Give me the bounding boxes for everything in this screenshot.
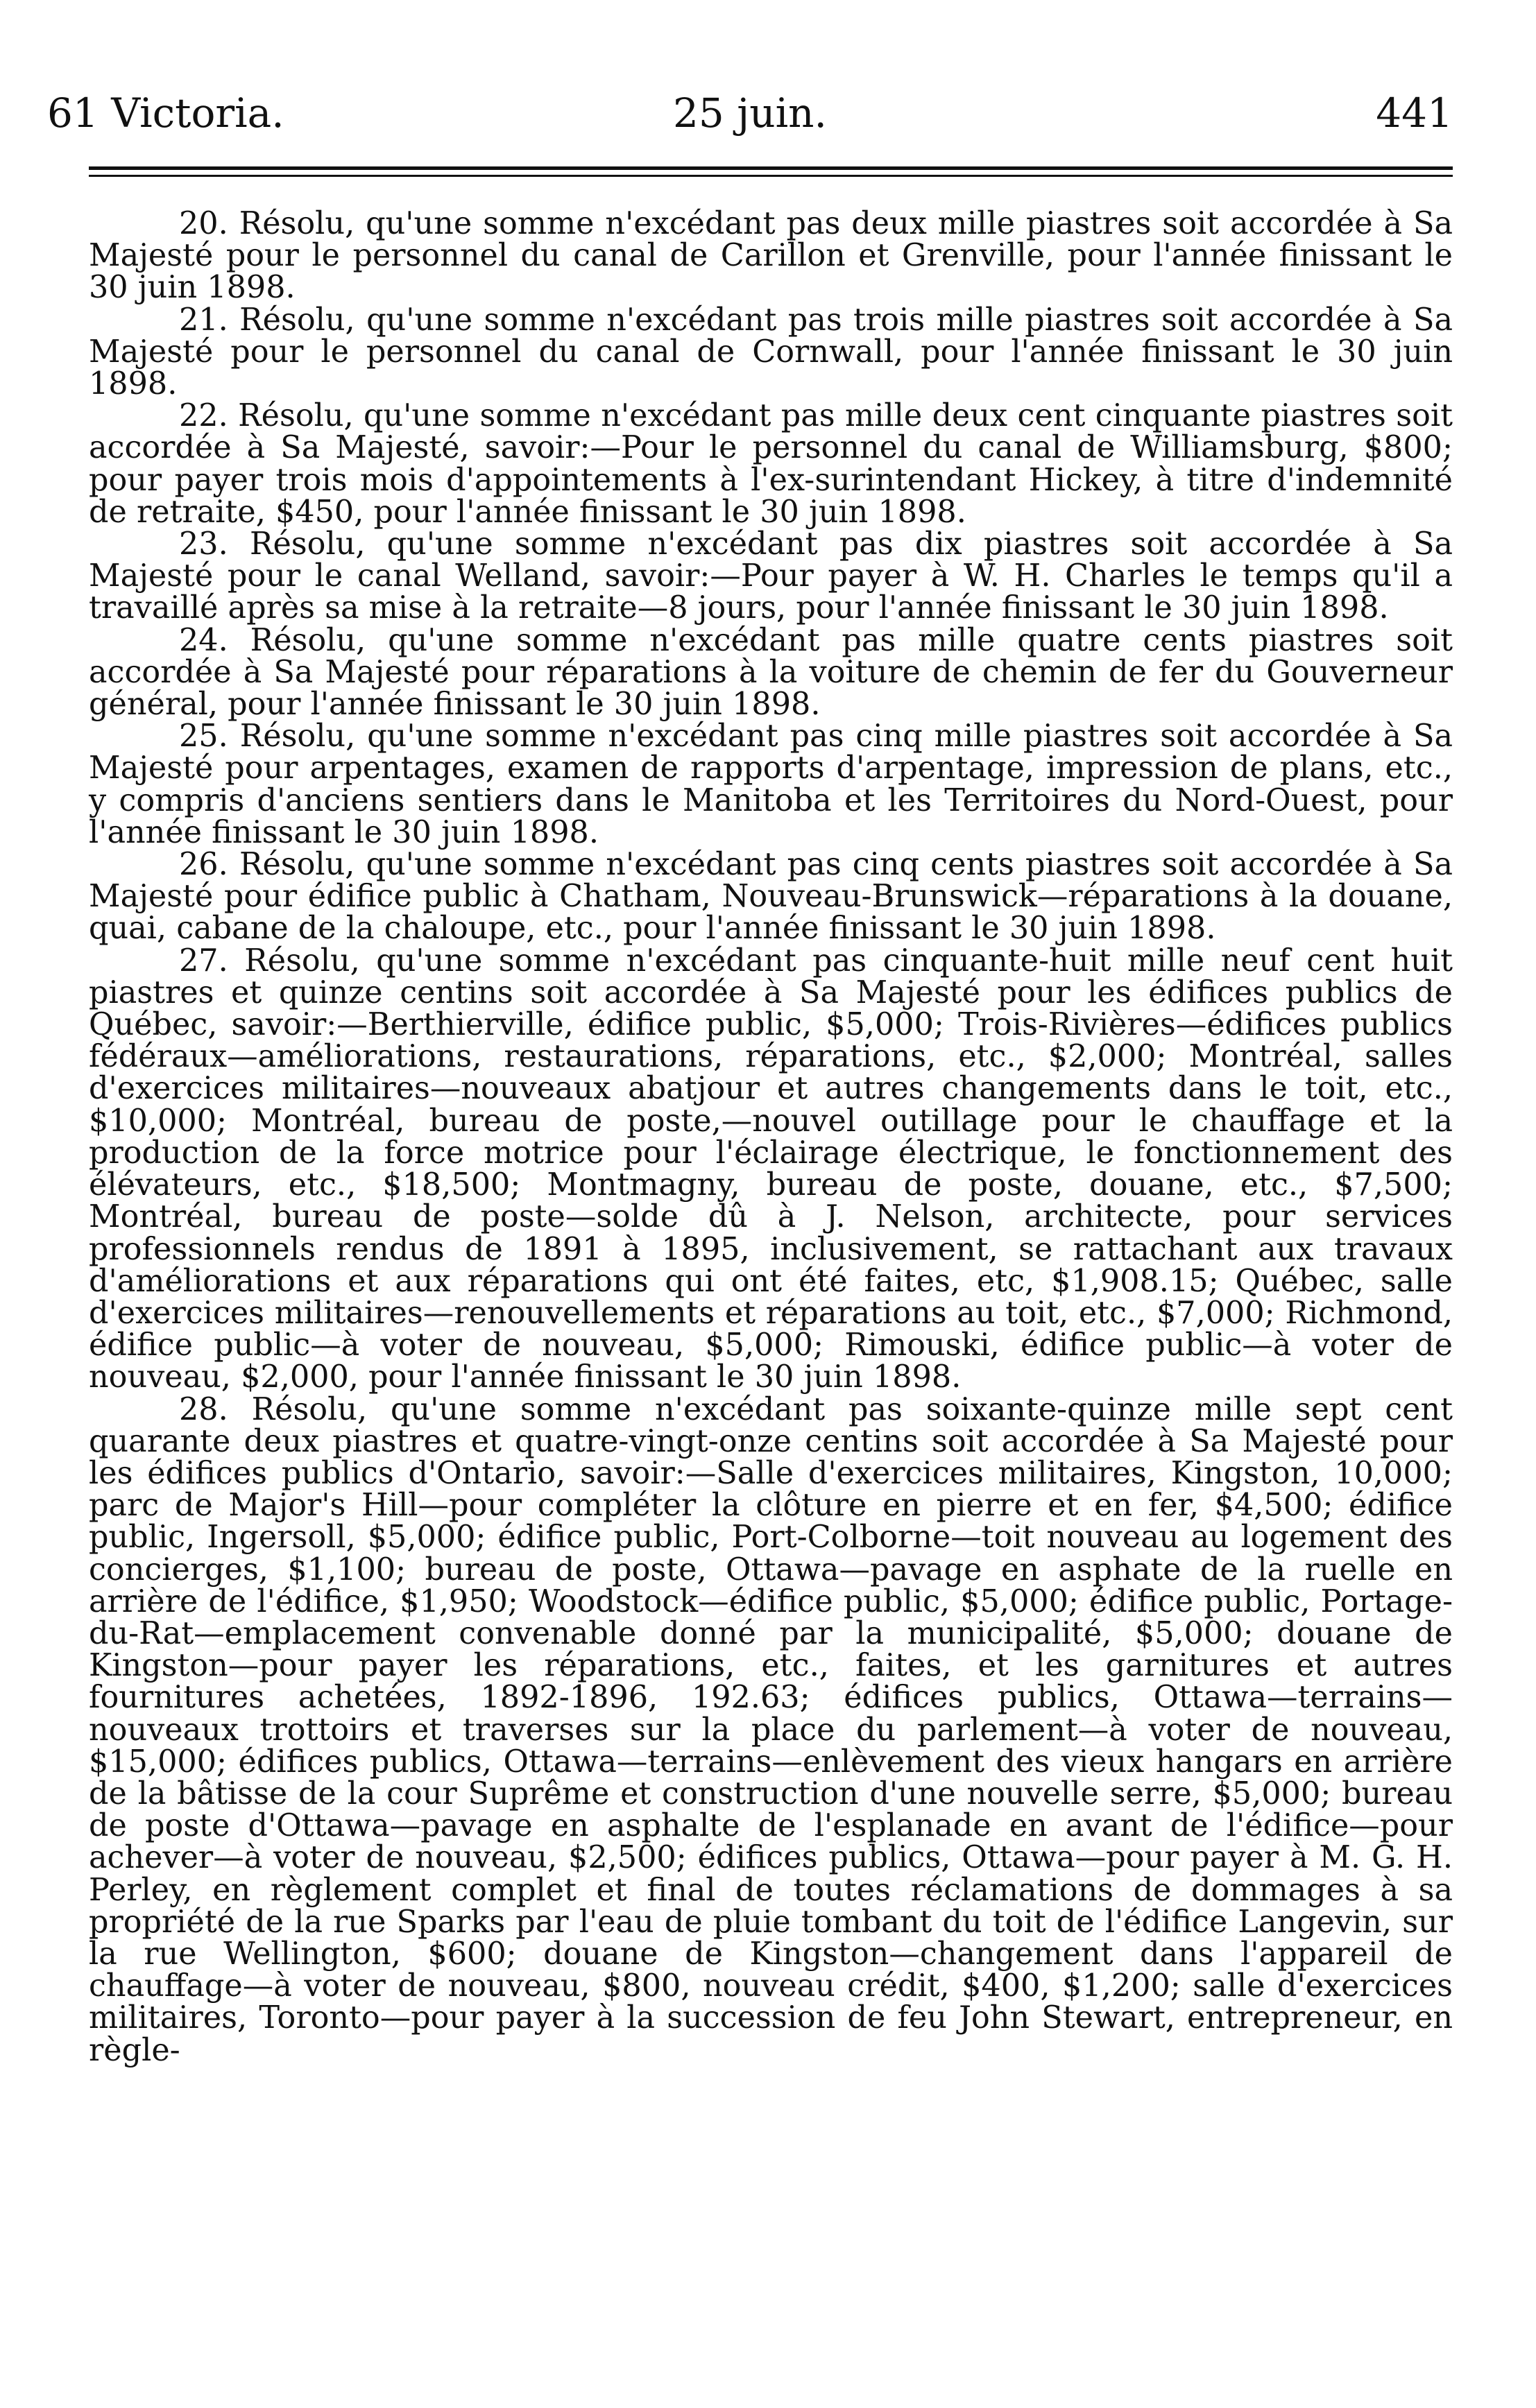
header-rule-thick <box>89 166 1453 170</box>
header-rule-thin <box>89 175 1453 177</box>
page-header <box>47 82 1453 144</box>
resolution-20: 20. Résolu, qu'une somme n'excédant pas deux mille piastres soit accordée à Sa Majesté pour le personnel du canal de Carillon et Grenville, pour l'année finissant le 30 juin 1898. <box>89 206 1453 306</box>
body-text <box>89 208 1453 2067</box>
resolution-25: 25. Résolu, qu'une somme n'excédant pas cinq mille piastres soit accordée à Sa Majesté pour arpentages, examen de rapports d'arpentage, impression de plans, etc., y compris d'anciens sentiers dans le Manitoba et les Territoires du Nord-Ouest, pour l'année finissant le 30 juin 1898. <box>89 719 1453 850</box>
resolution-23: 23. Résolu, qu'une somme n'excédant pas dix piastres soit accordée à Sa Majesté pour le canal Welland, savoir:—Pour payer à W. H. Charles le temps qu'il a travaillé après sa mise à la retraite—8 jours, pour l'année finissant le 30 juin 1898. <box>89 526 1453 626</box>
resolution-24: 24. Résolu, qu'une somme n'excédant pas mille quatre cents piastres soit accordée à Sa Majesté pour réparations à la voiture de chemin de fer du Gouverneur général, pour l'année finissant le 30 juin 1898. <box>89 622 1453 723</box>
resolution-27: 27. Résolu, qu'une somme n'excédant pas cinquante-huit mille neuf cent huit piastres et quinze centins soit accordée à Sa Majesté pour les édifices publics de Québec, savoir:—Berthierville, édifice public, $5,000; Trois-Rivières—édifices publics fédéraux—améliorations, restaurations, réparations, etc., $2,000; Montréal, salles d'exercices militaires—nouveaux abatjour et autres changements dans le toit, etc., $10,000; Montréal, bureau de poste,—nouvel outillage pour le chauffage et la production de la force motrice pour l'éclairage électrique, le fonctionnement des élévateurs, etc., $18,500; Montmagny, bureau de poste, douane, etc., $7,500; Montréal, bureau de poste—solde dû à J. Nelson, architecte, pour services professionnels rendus de 1891 à 1895, inclusivement, se rattachant aux travaux d'améliorations et aux réparations qui ont été faites, etc, $1,908.15; Québec, salle d'exercices militaires—renouvellements et réparations au toit, etc., $7,000; Richmond, édifice public—à voter de nouveau, $5,000; Rimouski, édifice public—à voter de nouveau, $2,000, pour l'année finissant le 30 juin 1898. <box>89 943 1453 1395</box>
page-number: 441 <box>1376 89 1453 137</box>
resolution-21: 21. Résolu, qu'une somme n'excédant pas trois mille piastres soit accordée à Sa Majesté pour le personnel du canal de Cornwall, pour l'année finissant le 30 juin 1898. <box>89 302 1453 402</box>
date-label: 25 juin. <box>673 89 827 137</box>
session-label: 61 Victoria. <box>47 89 284 137</box>
resolution-28: 28. Résolu, qu'une somme n'excédant pas soixante-quinze mille sept cent quarante deux piastres et quatre-vingt-onze centins soit accordée à Sa Majesté pour les édifices publics d'Ontario, savoir:—Salle d'exercices militaires, Kingston, 10,000; parc de Major's Hill—pour compléter la clôture en pierre et en fer, $4,500; édifice public, Ingersoll, $5,000; édifice public, Port-Colborne—toit nouveau au logement des concierges, $1,100; bureau de poste, Ottawa—pavage en asphate de la ruelle en arrière de l'édifice, $1,950; Woodstock—édifice public, $5,000; édifice public, Portage-du-Rat—emplacement convenable donné par la municipalité, $5,000; douane de Kingston—pour payer les réparations, etc., faites, et les garnitures et autres fournitures achetées, 1892-1896, 192.63; édifices publics, Ottawa—terrains—nouveaux trottoirs et traverses sur la place du parlement—à voter de nouveau, $15,000; édifices publics, Ottawa—terrains—enlèvement des vieux hangars en arrière de la bâtisse de la cour Suprême et construction d'une nouvelle serre, $5,000; bureau de poste d'Ottawa—pavage en asphalte de l'esplanade en avant de l'édifice—pour achever—à voter de nouveau, $2,500; édifices publics, Ottawa—pour payer à M. G. H. Perley, en règlement complet et final de toutes réclamations de dommages à sa propriété de la rue Sparks par l'eau de pluie tombant du toit de l'édifice Langevin, sur la rue Wellington, $600; douane de Kingston—changement dans l'appareil de chauffage—à voter de nouveau, $800, nouveau crédit, $400, $1,200; salle d'exercices militaires, Toronto—pour payer à la succession de feu John Stewart, entrepreneur, en règle- <box>89 1391 1453 2068</box>
resolution-22: 22. Résolu, qu'une somme n'excédant pas mille deux cent cinquante piastres soit accordée à Sa Majesté, savoir:—Pour le personnel du canal de Williamsburg, $800; pour payer trois mois d'appointements à l'ex-surintendant Hickey, à titre d'indemnité de retraite, $450, pour l'année finissant le 30 juin 1898. <box>89 398 1453 530</box>
resolution-26: 26. Résolu, qu'une somme n'excédant pas cinq cents piastres soit accordée à Sa Majesté pour édifice public à Chatham, Nouveau-Brunswick—réparations à la douane, quai, cabane de la chaloupe, etc., pour l'année finissant le 30 juin 1898. <box>89 847 1453 947</box>
